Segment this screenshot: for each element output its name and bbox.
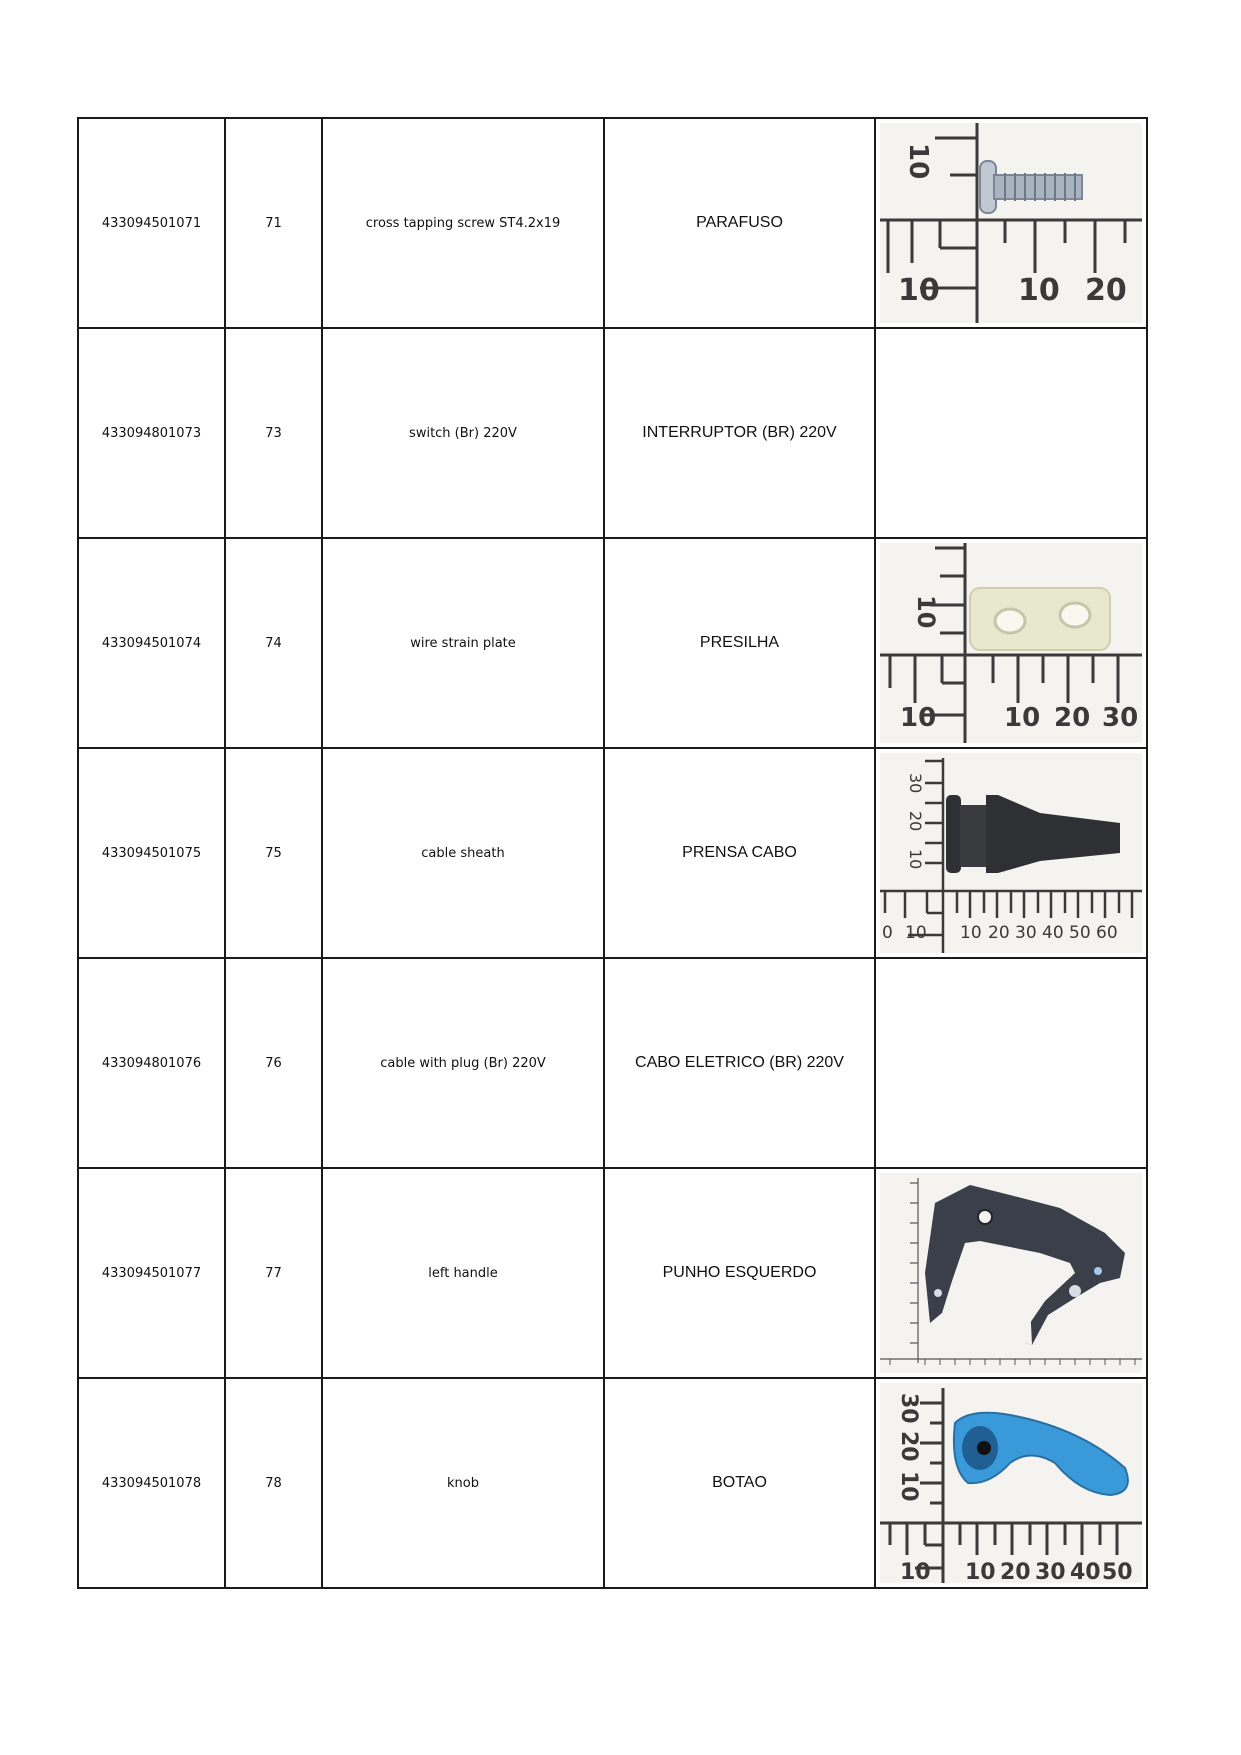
cable-sheath-photo	[880, 753, 1142, 953]
part-position: 71	[225, 118, 322, 328]
svg-text:20: 20	[1054, 703, 1091, 733]
table-row	[78, 958, 1147, 1168]
part-position: 77	[225, 1168, 322, 1378]
part-code: 433094801076	[78, 958, 225, 1168]
description-en: cross tapping screw ST4.2x19	[322, 118, 604, 328]
svg-text:10: 10	[912, 595, 940, 629]
part-image-cell-empty	[875, 958, 1147, 1168]
description-en: cable with plug (Br) 220V	[322, 958, 604, 1168]
svg-text:30: 30	[896, 1393, 921, 1424]
part-image-cell	[875, 748, 1147, 958]
table-row	[78, 1378, 1147, 1588]
part-code: 433094501075	[78, 748, 225, 958]
svg-text:20: 20	[906, 811, 925, 832]
description-pt: PUNHO ESQUERDO	[604, 1168, 875, 1378]
part-code: 433094501077	[78, 1168, 225, 1378]
description-pt: PARAFUSO	[604, 118, 875, 328]
screw-photo	[880, 123, 1142, 323]
description-en: switch (Br) 220V	[322, 328, 604, 538]
svg-text:10: 10	[903, 143, 933, 180]
table-row	[78, 538, 1147, 748]
svg-text:10: 10	[905, 923, 927, 943]
part-position: 76	[225, 958, 322, 1168]
description-pt: PRESILHA	[604, 538, 875, 748]
table-row	[78, 328, 1147, 538]
svg-text:40: 40	[1070, 1560, 1101, 1583]
svg-text:20: 20	[988, 923, 1010, 943]
part-code: 433094801073	[78, 328, 225, 538]
svg-text:10: 10	[960, 923, 982, 943]
part-position: 75	[225, 748, 322, 958]
description-pt: INTERRUPTOR (BR) 220V	[604, 328, 875, 538]
svg-text:50: 50	[1102, 1560, 1133, 1583]
svg-text:10: 10	[896, 1471, 921, 1502]
table-row	[78, 118, 1147, 328]
part-position: 74	[225, 538, 322, 748]
svg-text:10: 10	[906, 849, 925, 870]
svg-text:10: 10	[1018, 273, 1060, 308]
svg-text:10: 10	[1004, 703, 1041, 733]
table-row	[78, 1168, 1147, 1378]
description-pt: BOTAO	[604, 1378, 875, 1588]
part-code: 433094501074	[78, 538, 225, 748]
svg-text:10: 10	[898, 273, 940, 308]
description-pt: CABO ELETRICO (BR) 220V	[604, 958, 875, 1168]
svg-text:0: 0	[882, 923, 893, 943]
part-code: 433094501071	[78, 118, 225, 328]
svg-text:30: 30	[1035, 1560, 1066, 1583]
description-en: knob	[322, 1378, 604, 1588]
table-row	[78, 748, 1147, 958]
svg-text:20: 20	[1085, 273, 1127, 308]
part-image-cell	[875, 118, 1147, 328]
svg-text:10: 10	[900, 703, 937, 733]
part-code: 433094501078	[78, 1378, 225, 1588]
part-image-cell	[875, 1168, 1147, 1378]
svg-text:20: 20	[1000, 1560, 1031, 1583]
strain-plate-photo	[880, 543, 1142, 743]
part-image-cell-empty	[875, 328, 1147, 538]
description-pt: PRENSA CABO	[604, 748, 875, 958]
description-en: cable sheath	[322, 748, 604, 958]
svg-text:20: 20	[896, 1431, 921, 1462]
svg-text:50: 50	[1069, 923, 1091, 943]
svg-text:10: 10	[965, 1560, 996, 1583]
svg-text:40: 40	[1042, 923, 1064, 943]
description-en: left handle	[322, 1168, 604, 1378]
parts-table	[77, 117, 1148, 1589]
part-position: 78	[225, 1378, 322, 1588]
svg-text:10: 10	[900, 1560, 931, 1583]
part-position: 73	[225, 328, 322, 538]
description-en: wire strain plate	[322, 538, 604, 748]
svg-text:30: 30	[1102, 703, 1139, 733]
left-handle-photo	[880, 1173, 1142, 1373]
part-image-cell	[875, 538, 1147, 748]
svg-text:30: 30	[906, 773, 925, 794]
svg-text:30: 30	[1015, 923, 1037, 943]
part-image-cell	[875, 1378, 1147, 1588]
knob-photo	[880, 1383, 1142, 1583]
svg-text:60: 60	[1096, 923, 1118, 943]
